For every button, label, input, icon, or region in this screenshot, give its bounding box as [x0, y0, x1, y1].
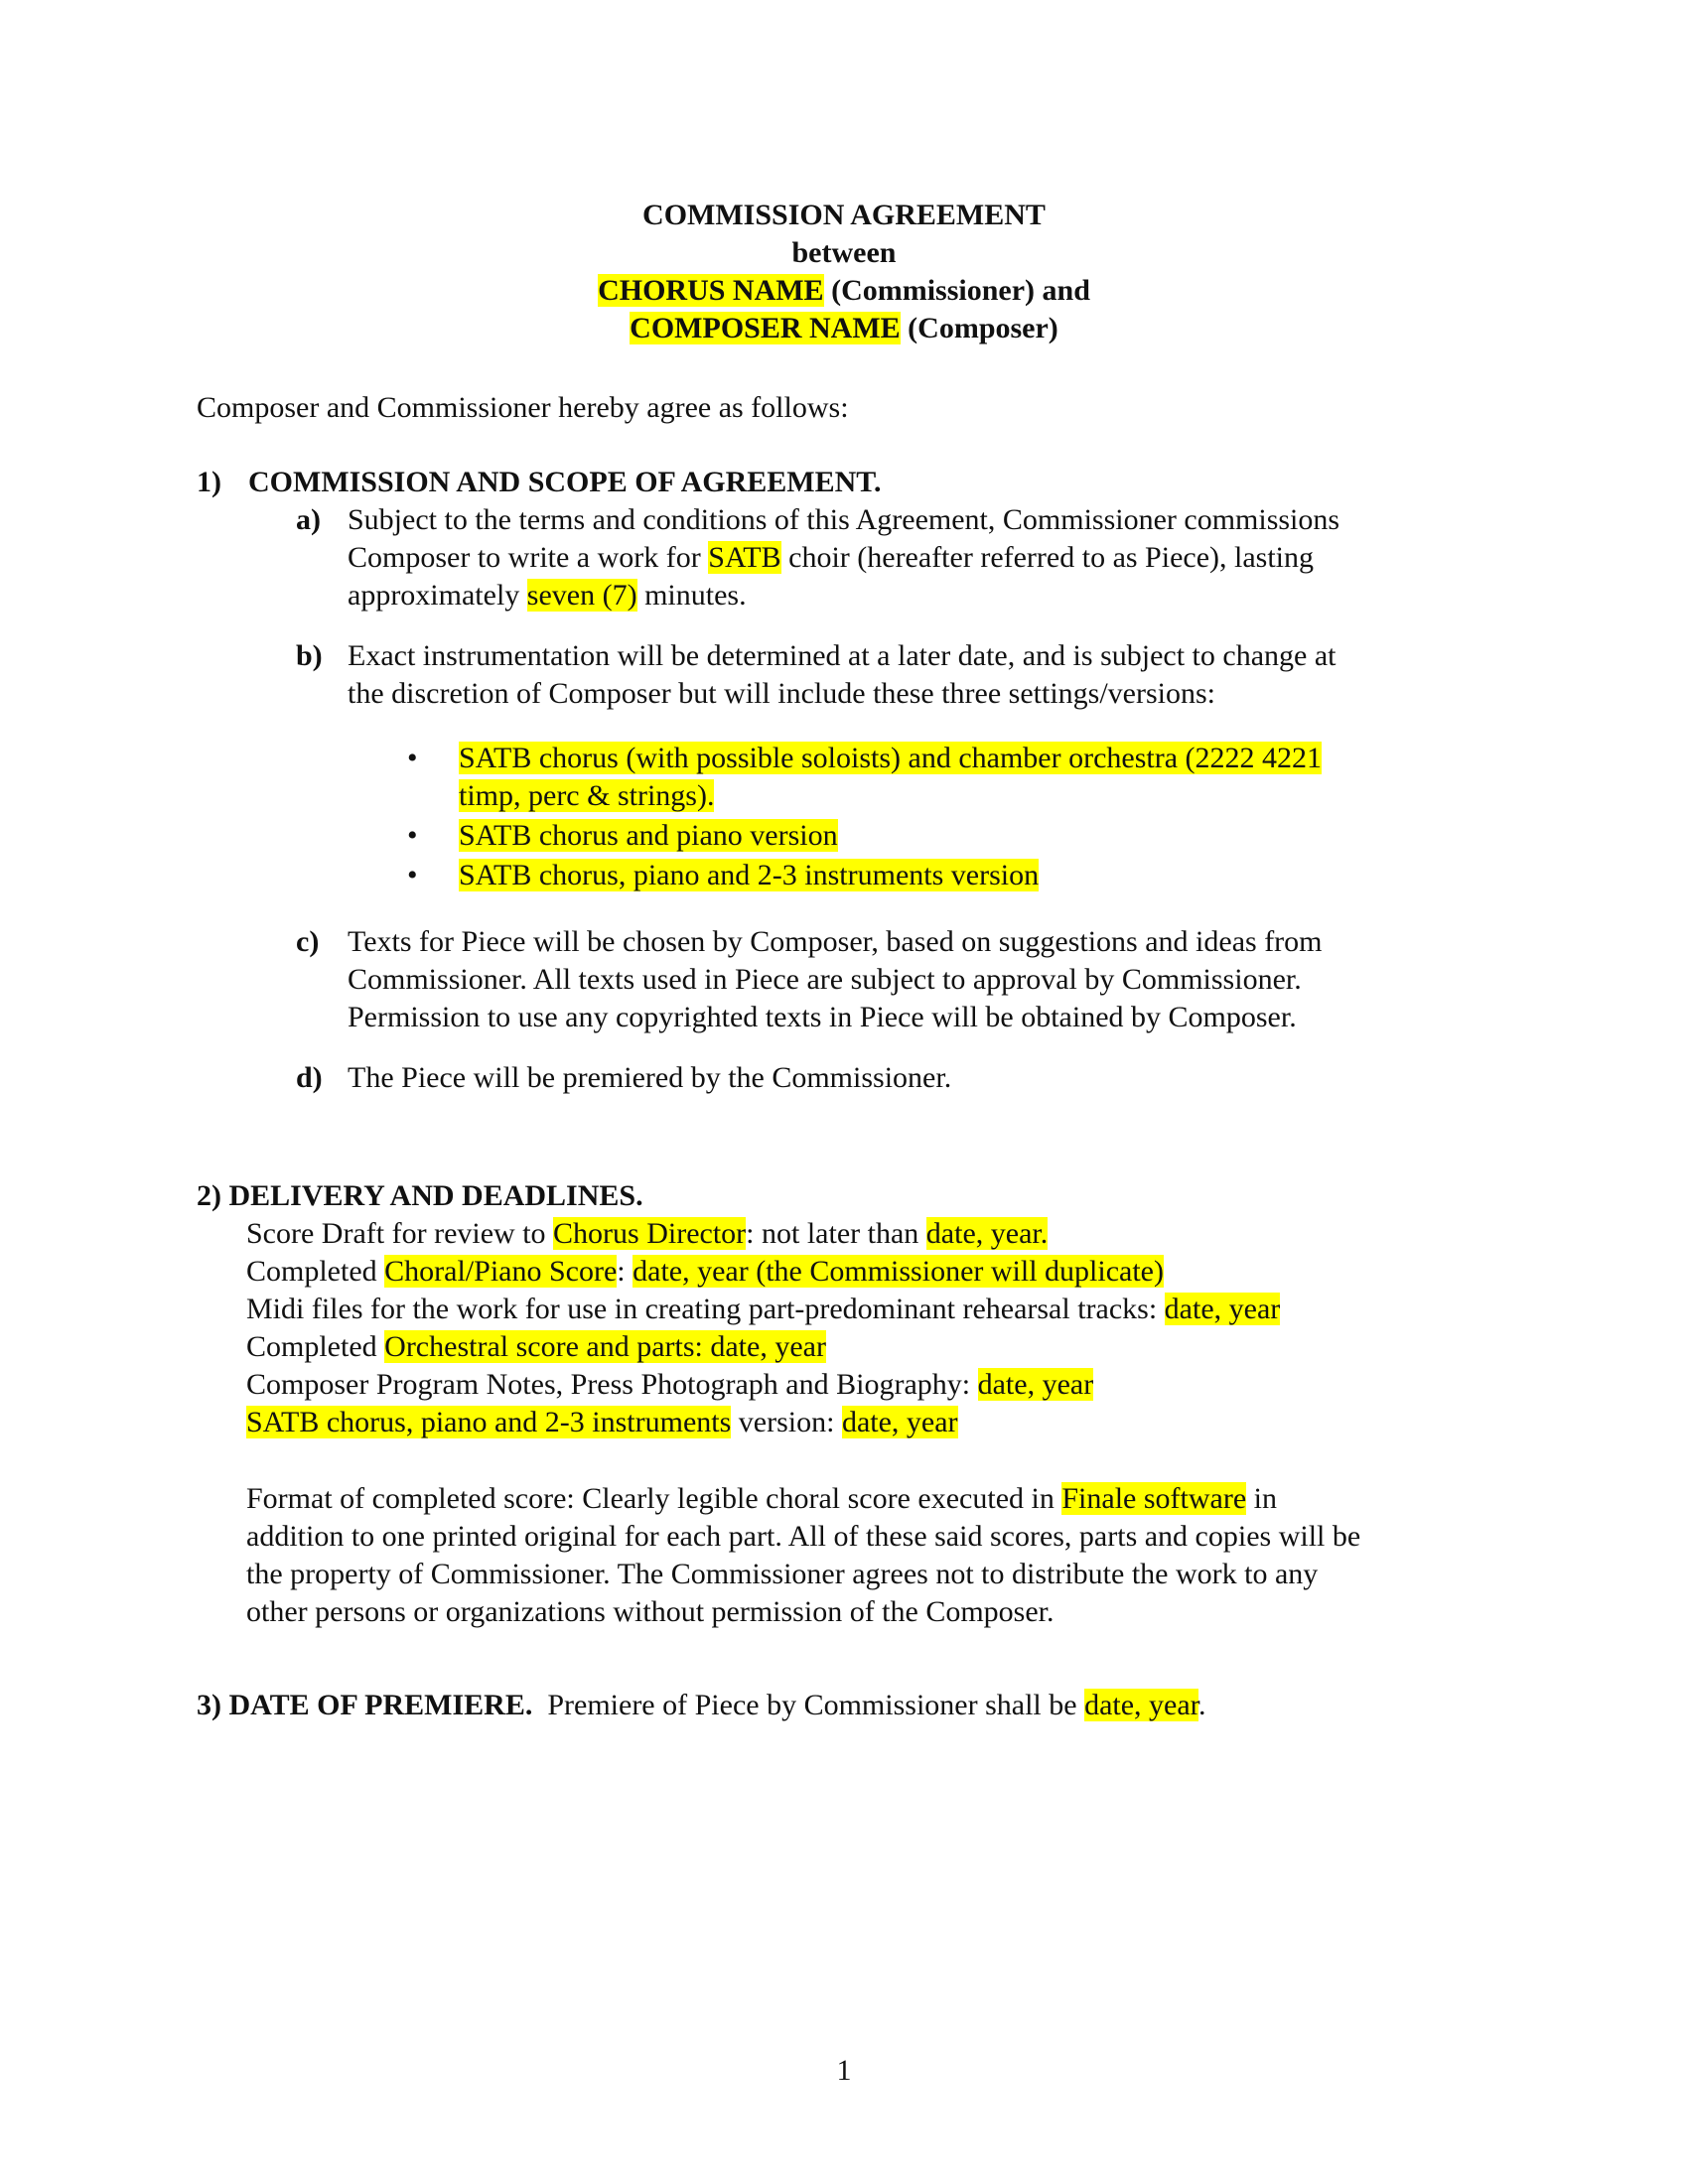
composer-label: (Composer) [900, 312, 1058, 344]
title-commissioner-line [0, 272, 1688, 310]
deliverable-row [246, 1328, 1280, 1366]
deliverable-row [246, 1215, 1280, 1253]
title-line: COMMISSION AGREEMENT [642, 199, 1046, 231]
text-run: Completed [246, 1330, 385, 1363]
clause-line: the discretion of Composer but will include these three settings/versions: [348, 677, 1215, 710]
setting-text: SATB chorus and piano version [459, 819, 838, 852]
composer-name-placeholder: COMPOSER NAME [630, 312, 901, 344]
section-2-heading: 2) DELIVERY AND DEADLINES. [197, 1179, 643, 1212]
deliverable-row [246, 1253, 1280, 1291]
voicing-placeholder: SATB [708, 541, 781, 574]
placeholder: SATB chorus, piano and 2-3 instruments [246, 1406, 732, 1438]
paragraph-line: other persons or organizations without permission of the Composer. [246, 1595, 1055, 1628]
clause-line: Permission to use any copyrighted texts in Piece will be obtained by Composer. [348, 1001, 1297, 1033]
clause-line: The Piece will be premiered by the Commissioner. [348, 1061, 952, 1094]
text-run: : not later than [746, 1217, 926, 1250]
agreement-title [0, 197, 1688, 347]
deliverable-row [246, 1366, 1280, 1404]
placeholder: Choral/Piano Score [384, 1255, 618, 1288]
clause-label: b) [296, 639, 323, 672]
list-item [407, 740, 1499, 815]
setting-text: timp, perc & strings). [459, 779, 715, 812]
paragraph-line [246, 1480, 1360, 1518]
paragraph-line: addition to one printed original for each part. All of these said scores, parts and copies will be [246, 1520, 1361, 1553]
text-run: Premiere of Piece by Commissioner shall be [532, 1689, 1085, 1721]
section-number: 1) [197, 466, 221, 498]
chorus-name-placeholder: CHORUS NAME [598, 274, 824, 307]
clause-label: a) [296, 503, 321, 536]
clause-label: d) [296, 1061, 323, 1094]
text-run: Format of completed score: Clearly legible choral score executed in [246, 1482, 1062, 1515]
date-placeholder: date, year [841, 1406, 958, 1438]
software-placeholder: Finale software [1061, 1482, 1247, 1515]
bullet-icon: • [407, 859, 418, 891]
commissioner-label: (Commissioner) and [823, 274, 1090, 307]
text-run: minutes. [636, 579, 747, 612]
bullet-icon: • [407, 742, 418, 774]
text-run: Completed [246, 1255, 385, 1288]
setting-text: SATB chorus (with possible soloists) and chamber orchestra (2222 4221 [459, 742, 1323, 774]
section-title: COMMISSION AND SCOPE OF AGREEMENT. [248, 466, 882, 498]
setting-text: SATB chorus, piano and 2-3 instruments version [459, 859, 1040, 891]
text-run: . [1198, 1689, 1206, 1721]
placeholder: Chorus Director [553, 1217, 747, 1250]
date-placeholder: date, year [1164, 1293, 1281, 1325]
section-3 [197, 1687, 1206, 1724]
date-placeholder: date, year. [925, 1217, 1049, 1250]
bullet-icon: • [407, 819, 418, 852]
section-1-heading [197, 464, 882, 501]
duration-placeholder: seven (7) [526, 579, 637, 612]
title-composer-line [0, 310, 1688, 347]
format-paragraph [246, 1480, 1360, 1631]
placeholder: Orchestral score and parts: date, year [384, 1330, 826, 1363]
clause-line [348, 539, 1489, 577]
clause-label: c) [296, 925, 320, 958]
date-placeholder: date, year (the Commissioner will duplicate) [633, 1255, 1164, 1288]
list-item [407, 817, 1499, 855]
clause-line: Texts for Piece will be chosen by Composer, based on suggestions and ideas from [348, 925, 1323, 958]
section-3-heading: 3) DATE OF PREMIERE. [197, 1689, 533, 1721]
list-item [407, 857, 1499, 894]
title-between: between [791, 236, 897, 269]
text-run: : [617, 1255, 633, 1288]
clause-line [348, 577, 1489, 614]
clause-line: Commissioner. All texts used in Piece are subject to approval by Commissioner. [348, 963, 1302, 996]
text-run: Score Draft for review to [246, 1217, 554, 1250]
settings-list [407, 740, 1499, 894]
date-placeholder: date, year [977, 1368, 1094, 1401]
text-run: Midi files for the work for use in creating part-predominant rehearsal tracks: [246, 1293, 1165, 1325]
clause-line: Subject to the terms and conditions of this Agreement, Commissioner commissions [348, 503, 1340, 536]
page-number: 1 [836, 2054, 852, 2087]
date-placeholder: date, year [1084, 1689, 1198, 1721]
text-run: Composer Program Notes, Press Photograph and Biography: [246, 1368, 978, 1401]
text-run: Composer to write a work for [348, 541, 709, 574]
deliverable-row [246, 1291, 1280, 1328]
clause-line: Exact instrumentation will be determined at a later date, and is subject to change at [348, 639, 1336, 672]
text-run: choir (hereafter referred to as Piece), lasting [780, 541, 1315, 574]
text-run: in [1246, 1482, 1277, 1515]
deliverables-list [246, 1215, 1280, 1441]
paragraph-line: the property of Commissioner. The Commissioner agrees not to distribute the work to any [246, 1558, 1319, 1590]
intro-text: Composer and Commissioner hereby agree as follows: [197, 391, 849, 424]
text-run: approximately [348, 579, 527, 612]
deliverable-row [246, 1404, 1280, 1441]
text-run: version: [731, 1406, 842, 1438]
